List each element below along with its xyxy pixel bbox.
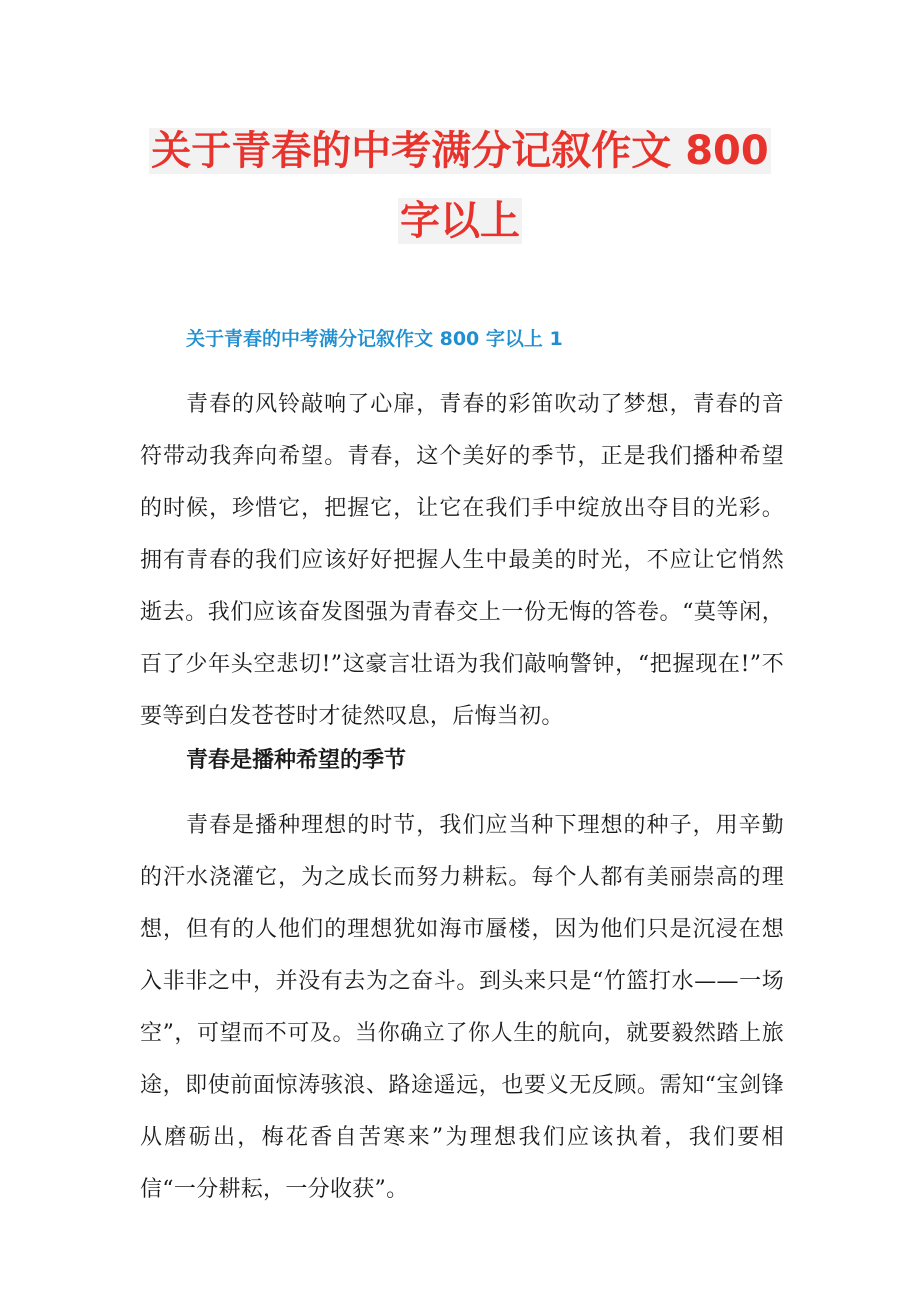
document-title: [110, 116, 810, 256]
document-title-line1: 关于青春的中考满分记叙作文 800: [151, 128, 769, 174]
section-subtitle: 关于青春的中考满分记叙作文 800 字以上 1: [186, 328, 563, 350]
paragraph-1: 青春的风铃敲响了心扉，青春的彩笛吹动了梦想，青春的音符带动我奔向希望。青春，这个美好的季节，正是我们播种希望的时候，珍惜它，把握它，让它在我们手中绽放出夺目的光彩。拥有青春的我们应该好好把握人生中最美的时光，不应让它悄然逝去。我们应该奋发图强为青春交上一份无悔的答卷。“莫等闲，百了少年头空悲切!”这豪言壮语为我们敲响警钟，“把握现在!”不要等到白发苍苍时才徒然叹息，后悔当初。: [140, 392, 784, 729]
paragraph-2: 青春是播种理想的时节，我们应当种下理想的种子，用辛勤的汗水浇灌它，为之成长而努力耕耘。每个人都有美丽崇高的理想，但有的人他们的理想犹如海市蜃楼，因为他们只是沉浸在想入非非之中，并没有去为之奋斗。到头来只是“竹篮打水——一场空”，可望而不可及。当你确立了你人生的航向，就要毅然踏上旅途，即使前面惊涛骇浪、路途遥远，也要义无反顾。需知“宝剑锋从磨砺出，梅花香自苦寒来”为理想我们应该执着，我们要相信“一分耕耘，一分收获”。: [140, 813, 784, 1202]
document-title-line2: 字以上: [400, 198, 520, 244]
section-heading: 青春是播种希望的季节: [186, 747, 407, 773]
